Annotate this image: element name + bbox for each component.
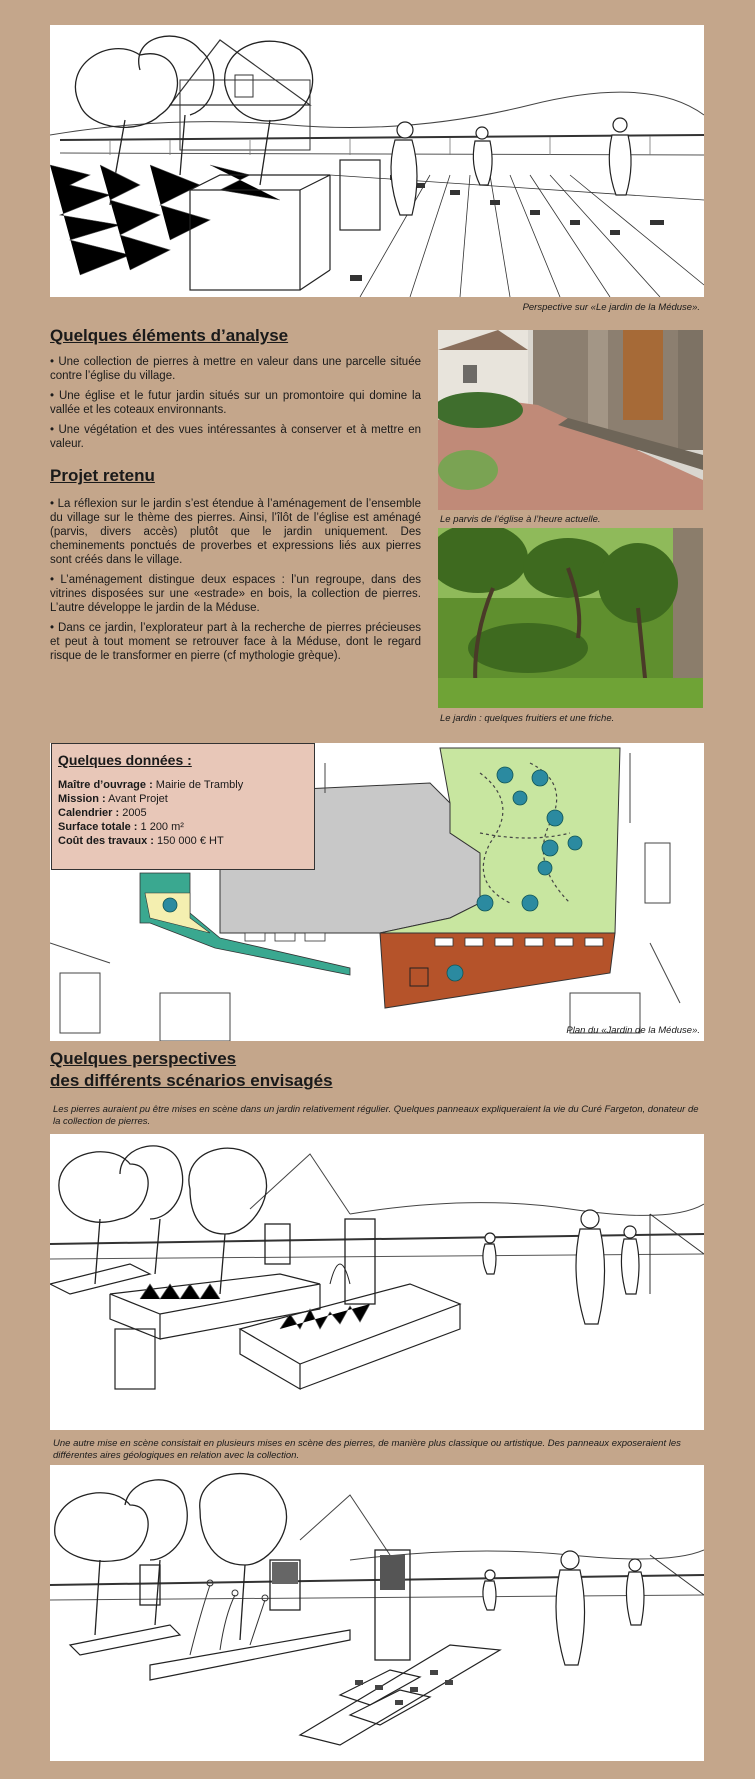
perspectives-title-line2: des différents scénarios envisagés [50, 1071, 333, 1090]
scenario-sketch-2-drawing [50, 1465, 704, 1761]
data-box-title: Quelques données : [58, 752, 192, 768]
photo-caption-2: Le jardin : quelques fruitiers et une friche. [440, 713, 615, 724]
project-paragraph-1: • La réflexion sur le jardin s’est étendue à l’aménagement de l’ensemble du village sur le thème des pierres. Ainsi, l’îlôt de l’église est aménagé (parvis, divers accès) plutôt que le jardin uniquement. Des cheminements ponctués de proverbes et expressions liés aux pierres sont créés dans le village. [50, 498, 421, 566]
analysis-bullet-2: • Une église et le futur jardin situés sur un promontoire qui domine la vallée et les coteaux environnants. [50, 390, 421, 416]
scenario-sketch-2 [50, 1465, 704, 1761]
data-row-mission: Mission : Avant Projet [58, 793, 168, 805]
photo-garden [438, 528, 703, 708]
hero-sketch [50, 25, 704, 297]
project-title: Projet retenu [50, 466, 155, 485]
data-row-surface: Surface totale : 1 200 m² [58, 821, 184, 833]
project-paragraph-3: • Dans ce jardin, l’explorateur part à la recherche de pierres précieuses et peut à tout moment se retrouver face à la Méduse, dont le regard risque de le transformer en pierre (cf mythologie grèque). [50, 622, 421, 662]
analysis-bullet-1: • Une collection de pierres à mettre en valeur dans une parcelle située contre l’église du village. [50, 356, 421, 382]
scenario-sketch-1-drawing [50, 1134, 704, 1430]
hero-sketch-drawing [50, 25, 704, 297]
perspectives-title-line1: Quelques perspectives [50, 1049, 237, 1068]
photo-church-forecourt [438, 330, 703, 510]
data-row-cost: Coût des travaux : 150 000 € HT [58, 835, 224, 847]
data-row-calendar: Calendrier : 2005 [58, 807, 147, 819]
analysis-title: Quelques éléments d’analyse [50, 326, 289, 345]
scenario-sketch-1 [50, 1134, 704, 1430]
analysis-section [50, 325, 421, 669]
hero-caption: Perspective sur «Le jardin de la Méduse». [522, 302, 700, 313]
perspectives-heading [50, 1048, 710, 1092]
photo-caption-1: Le parvis de l’église à l’heure actuelle. [440, 514, 601, 525]
perspectives-intro-1: Les pierres auraient pu être mises en scène dans un jardin relativement régulier. Quelques panneaux expliqueraient la vie du Curé Fargeton, donateur de la collection de pierres. [53, 1104, 699, 1127]
project-paragraph-2: • L’aménagement distingue deux espaces : l’un regroupe, dans des vitrines disposées sur une «estrade» en bois, la collection de pierres. L’autre développe le jardin de la Méduse. [50, 574, 421, 614]
data-row-client: Maître d’ouvrage : Mairie de Trambly [58, 779, 244, 791]
analysis-bullet-3: • Une végétation et des vues intéressantes à conserver et à mettre en valeur. [50, 424, 421, 450]
plan-caption: Plan du «Jardin de la Méduse». [566, 1025, 700, 1036]
perspectives-intro-2: Une autre mise en scène consistait en plusieurs mises en scène des pierres, de manière plus classique ou artistique. Des panneaux exposeraient les différentes aires géologiques en relation avec la collection. [53, 1438, 681, 1461]
data-box [51, 743, 315, 870]
